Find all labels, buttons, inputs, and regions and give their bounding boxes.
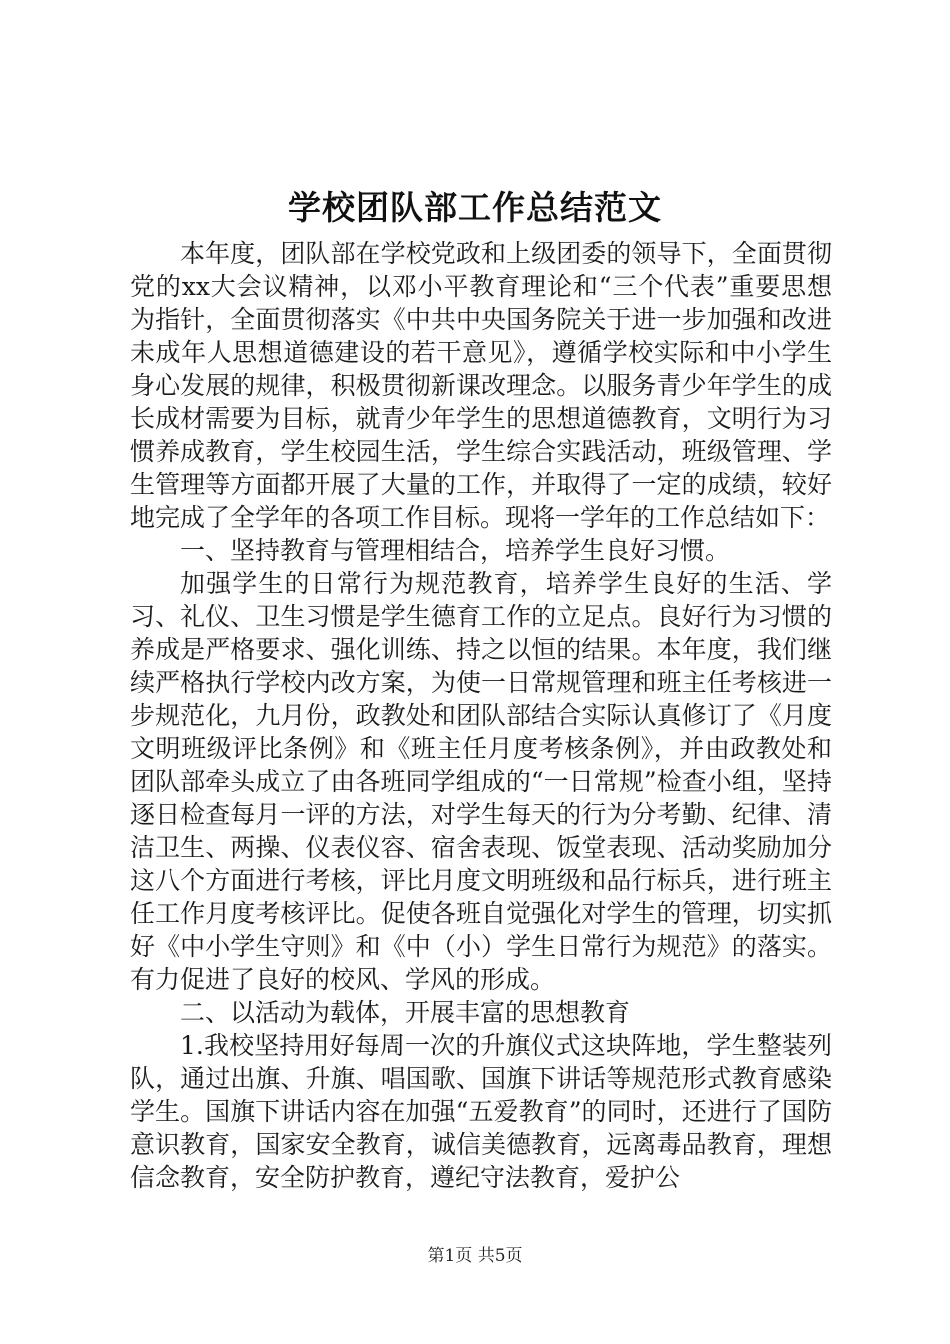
document-title: 学校团队部工作总结范文: [288, 188, 662, 227]
page-footer: 第1页 共5页: [427, 1246, 523, 1266]
section-heading-1: 一、坚持教育与管理相结合，培养学生良好习惯。: [180, 536, 731, 565]
document-body: [130, 237, 832, 1194]
paragraph-section-2-item-1: 1.我校坚持用好每周一次的升旗仪式这块阵地，学生整装列队，通过出旗、升旗、唱国歌、国旗下讲话等规范形式教育感染学生。国旗下讲话内容在加强“五爱教育”的同时，还进行了国防意识教育，国家安全教育，诚信美德教育，远离毒品教育，理想信念教育，安全防护教育，遵纪守法教育，爱护公: [130, 1031, 832, 1192]
paragraph-intro: 本年度，团队部在学校党政和上级团委的领导下，全面贯彻党的xx大会议精神，以邓小平教育理论和“三个代表”重要思想为指针，全面贯彻落实《中共中央国务院关于进一步加强和改进未成年人思想道德建设的若干意见》，遵循学校实际和中小学生身心发展的规律，积极贯彻新课改理念。以服务青少年学生的成长成材需要为目标，就青少年学生的思想道德教育，文明行为习惯养成教育，学生校园生活，学生综合实践活动，班级管理、学生管理等方面都开展了大量的工作，并取得了一定的成绩，较好地完成了全学年的各项工作目标。现将一学年的工作总结如下：: [130, 239, 832, 532]
section-heading-2: 二、以活动为载体，开展丰富的思想教育: [180, 998, 631, 1027]
paragraph-section-1: 加强学生的日常行为规范教育，培养学生良好的生活、学习、礼仪、卫生习惯是学生德育工作的立足点。良好行为习惯的养成是严格要求、强化训练、持之以恒的结果。本年度，我们继续严格执行学校内改方案，为使一日常规管理和班主任考核进一步规范化，九月份，政教处和团队部结合实际认真修订了《月度文明班级评比条例》和《班主任月度考核条例》，并由政教处和团队部牵头成立了由各班同学组成的“一日常规”检查小组，坚持逐日检查每月一评的方法，对学生每天的行为分考勤、纪律、清洁卫生、两操、仪表仪容、宿舍表现、饭堂表现、活动奖励加分这八个方面进行考核，评比月度文明班级和品行标兵，进行班主任工作月度考核评比。促使各班自觉强化对学生的管理，切实抓好《中小学生守则》和《中（小）学生日常行为规范》的落实。有力促进了良好的校风、学风的形成。: [130, 569, 832, 994]
